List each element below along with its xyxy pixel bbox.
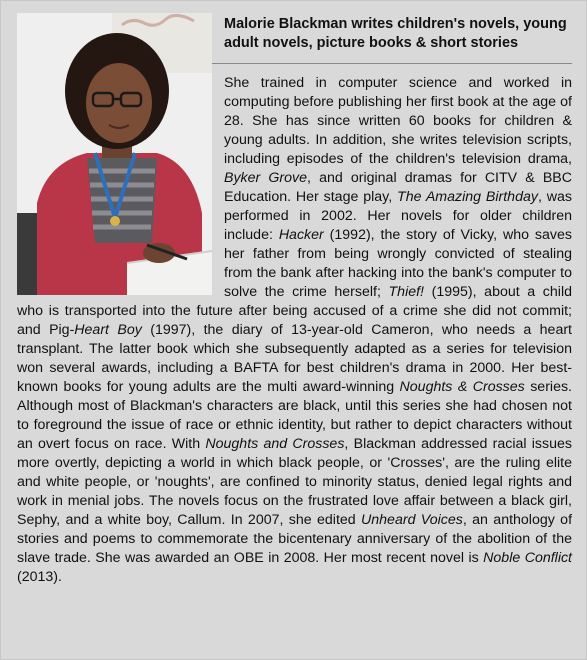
author-photo-illustration xyxy=(17,13,212,295)
bio-text-run: (1997), the diary of 13-year-old Cameron, who needs a heart transplant. The latter book which she subsequently adapted as a series for television won several awards, including a BAFTA for best children's drama in 2000. Her best-known books for young adults are the multi award-winning xyxy=(17,322,573,395)
bio-italic-title: Noughts and Crosses xyxy=(205,436,345,452)
bio-text-run: , an anthology of stories and poems to commemorate the bicentenary anniversary of the abolition of the slave trade. She was awarded an OBE in 2008. Her most recent novel is xyxy=(17,512,573,566)
bio-italic-title: Unheard Voices xyxy=(361,512,463,528)
bio-italic-title: Noble Conflict xyxy=(483,550,573,566)
profile-headline: Malorie Blackman writes children's novels, young adult novels, picture books & short stories xyxy=(17,15,572,64)
bio-italic-title: Noughts & Crosses xyxy=(399,379,525,395)
bio-text-run: , was performed in 2002. Her novels for older children include: xyxy=(224,189,572,243)
bio-text-run: series. Although most of Blackman's characters are black, until this series she had chosen not to foreground the issue of race or ethnic identity, but rather to depict characters without an overt focus on race. With xyxy=(17,379,572,452)
bio-text-run: , Blackman addressed racial issues more overtly, depicting a world in which black people, or 'Crosses', are the ruling elite and white people, or 'noughts', are confined to minority status, denied legal rights and work in menial jobs. The novels focus on the frustrated love affair between a black girl, Sephy, and a white boy, Callum. In 2007, she edited xyxy=(17,436,572,528)
bio-text-run: (1992), the story of Vicky, who saves her father from being wrongly convicted of stealing from the bank after hacking into the bank's computer to solve the crime herself; xyxy=(224,227,572,300)
bio-text-run: (2013). xyxy=(17,569,62,585)
author-photo xyxy=(17,13,212,295)
bio-italic-title: Byker Grove xyxy=(224,170,308,186)
bio-text-run: (1995), about a child who is transported into the future after being accused of a crime she did not commit; and Pig- xyxy=(17,284,572,338)
bio-italic-title: Heart Boy xyxy=(74,322,142,338)
bio-italic-title: Thief! xyxy=(388,284,424,300)
bio-italic-title: The Amazing Birthday xyxy=(397,189,538,205)
bio-text-run: , and original dramas for CITV & BBC Education. Her stage play, xyxy=(224,170,572,205)
bio-italic-title: Hacker xyxy=(278,227,324,243)
bio-text-run: She trained in computer science and worked in computing before publishing her first book at the age of 28. She has since written 60 books for children & young adults. In addition, she writes television scripts, including episodes of the children's television drama, xyxy=(224,75,572,167)
